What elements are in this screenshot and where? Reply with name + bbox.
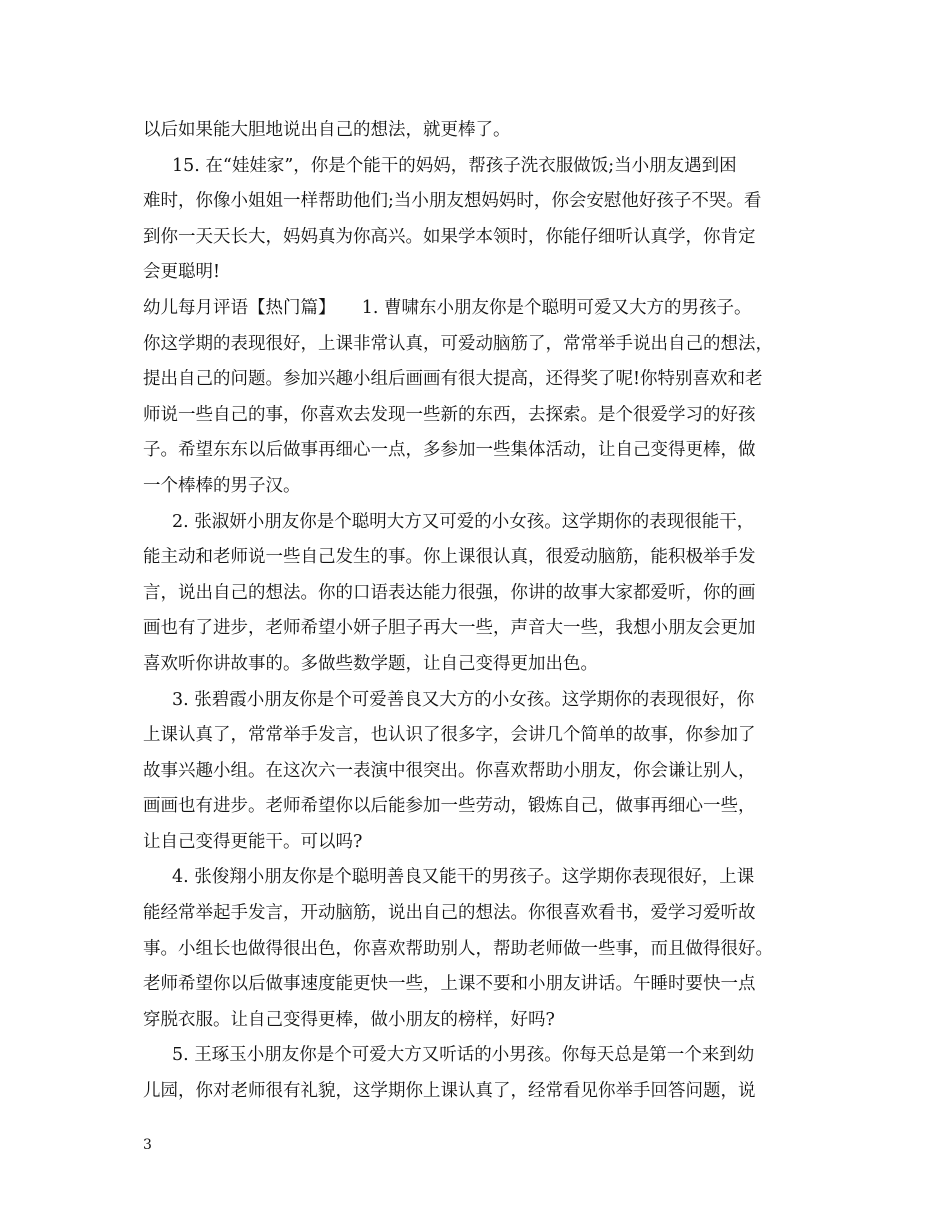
text-line: 师说一些自己的事，你喜欢去发现一些新的东西，去探索。是个很爱学习的好孩 — [143, 404, 756, 425]
text-line: 喜欢听你讲故事的。多做些数学题，让自己变得更加出色。 — [143, 653, 598, 674]
text-line: 子。希望东东以后做事再细心一点，多参加一些集体活动，让自己变得更棒，做 — [143, 440, 756, 461]
text-line: 儿园，你对老师很有礼貌，这学期你上课认真了，经常看见你举手回答问题，说 — [143, 1081, 756, 1102]
text-line: 一个棒棒的男子汉。 — [143, 475, 301, 496]
text-line: 能主动和老师说一些自己发生的事。你上课很认真，很爱动脑筋，能积极举手发 — [143, 547, 756, 568]
text-line: 难时，你像小姐姐一样帮助他们;当小朋友想妈妈时，你会安慰他好孩子不哭。看 — [143, 191, 762, 212]
text-line: 让自己变得更能干。可以吗? — [143, 831, 363, 852]
text-line: 15. 在“娃娃家”，你是个能干的妈妈，帮孩子洗衣服做饭;当小朋友遇到困 — [172, 155, 737, 176]
text-line: 画也有了进步，老师希望小妍子胆子再大一些，声音大一些，我想小朋友会更加 — [143, 618, 756, 639]
text-line: 画画也有进步。老师希望你以后能参加一些劳动，锻炼自己，做事再细心一些， — [143, 796, 756, 817]
text-line: 上课认真了，常常举手发言，也认识了很多字，会讲几个简单的故事，你参加了 — [143, 725, 756, 746]
text-line: 故事兴趣小组。在这次六一表演中很突出。你喜欢帮助小朋友，你会谦让别人， — [143, 760, 756, 781]
text-line: 你这学期的表现很好，上课非常认真，可爱动脑筋了，常常举手说出自己的想法， — [143, 333, 773, 354]
text-line: 以后如果能大胆地说出自己的想法，就更棒了。 — [143, 120, 511, 140]
text-line: 5. 王琢玉小朋友你是个可爱大方又听话的小男孩。你每天总是第一个来到幼 — [172, 1045, 755, 1066]
text-line: 老师希望你以后做事速度能更快一些，上课不要和小朋友讲话。午睡时要快一点 — [143, 974, 756, 995]
text-line: 言，说出自己的想法。你的口语表达能力很强，你讲的故事大家都爱听，你的画 — [143, 582, 756, 603]
document-body — [143, 113, 823, 1110]
section-heading-line: 幼儿每月评语【热门篇】 1. 曹啸东小朋友你是个聪明可爱又大方的男孩子。 — [143, 297, 752, 318]
text-line: 3. 张碧霞小朋友你是个可爱善良又大方的小女孩。这学期你的表现很好，你 — [172, 689, 755, 710]
text-line: 穿脱衣服。让自己变得更棒，做小朋友的榜样，好吗? — [143, 1009, 555, 1030]
text-line: 2. 张淑妍小朋友你是个聪明大方又可爱的小女孩。这学期你的表现很能干， — [172, 511, 755, 532]
page-number: 3 — [143, 1137, 152, 1153]
text-line: 会更聪明! — [143, 262, 221, 283]
text-line: 提出自己的问题。参加兴趣小组后画画有很大提高，还得奖了呢!你特别喜欢和老 — [143, 369, 763, 390]
text-line: 能经常举起手发言，开动脑筋，说出自己的想法。你很喜欢看书，爱学习爱听故 — [143, 903, 756, 924]
text-line: 4. 张俊翔小朋友你是个聪明善良又能干的男孩子。这学期你表现很好，上课 — [172, 867, 755, 888]
text-line: 事。小组长也做得很出色，你喜欢帮助别人，帮助老师做一些事，而且做得很好。 — [143, 938, 773, 959]
text-line: 到你一天天长大，妈妈真为你高兴。如果学本领时，你能仔细听认真学，你肯定 — [143, 226, 756, 247]
